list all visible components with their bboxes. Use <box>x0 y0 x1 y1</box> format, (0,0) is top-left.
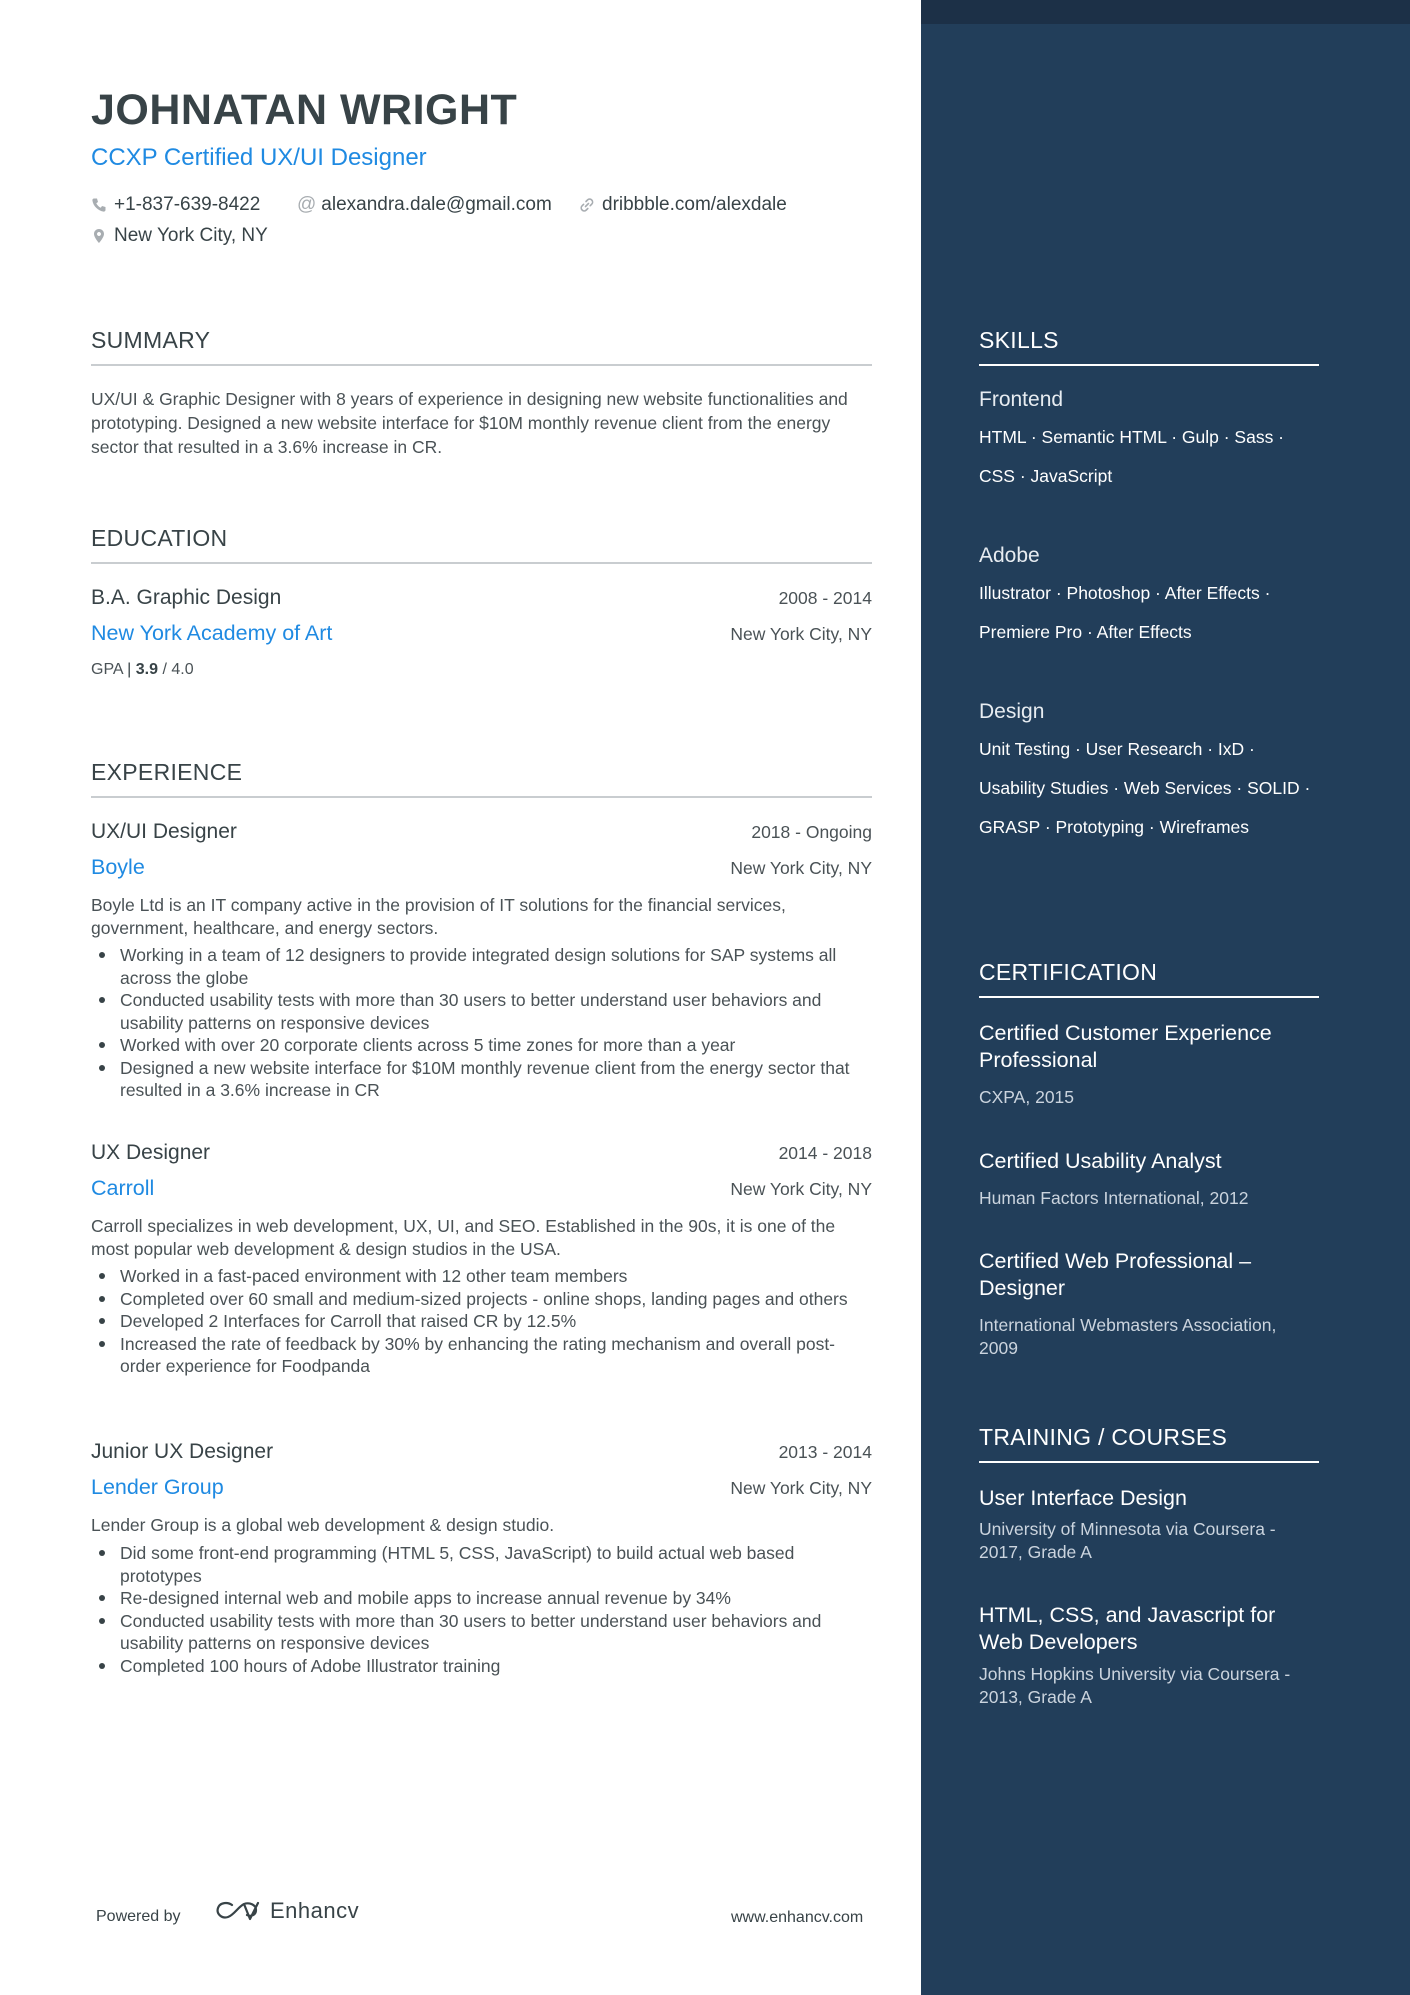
job-1-row-2 <box>91 855 872 880</box>
phone-icon <box>91 197 107 213</box>
gpa-label: GPA <box>91 661 123 678</box>
candidate-name: JOHNATAN WRIGHT <box>91 86 518 134</box>
training-heading: TRAINING / COURSES <box>979 1424 1319 1463</box>
course-title: User Interface Design <box>979 1486 1187 1510</box>
skill-group-design-list: Unit Testing · User Research · IxD · Usability Studies · Web Services · SOLID · GRASP · Prototyping · Wireframes <box>979 739 1311 837</box>
powered-by-label: Powered by <box>96 1908 181 1925</box>
cert-meta: CXPA, 2015 <box>979 1087 1075 1107</box>
job-2-row-2 <box>91 1176 872 1201</box>
list-item: Completed 100 hours of Adobe Illustrator training <box>91 1655 872 1678</box>
at-icon: @ <box>297 194 317 215</box>
list-item: Increased the rate of feedback by 30% by enhancing the rating mechanism and overall post-order experience for Foodpanda <box>91 1333 872 1378</box>
cert-meta: Human Factors International, 2012 <box>979 1188 1249 1208</box>
email-text: alexandra.dale@gmail.com <box>321 194 552 215</box>
contact-location <box>91 225 268 247</box>
list-item: Worked in a fast-paced environment with 12 other team members <box>91 1265 872 1288</box>
job-dates: 2014 - 2018 <box>778 1143 872 1163</box>
education-heading: EDUCATION <box>91 525 872 564</box>
footer-url[interactable]: www.enhancv.com <box>731 1909 864 1926</box>
job-company: Carroll <box>91 1176 155 1200</box>
list-item: Did some front-end programming (HTML 5, CSS, JavaScript) to build actual web based prototypes <box>91 1542 872 1587</box>
job-2-row-1 <box>91 1141 872 1165</box>
skills-heading: SKILLS <box>979 327 1319 366</box>
education-row-2 <box>91 621 872 646</box>
enhancv-logo-text: Enhancv <box>270 1898 360 1923</box>
job-location: New York City, NY <box>730 1478 872 1498</box>
job-role: UX/UI Designer <box>91 820 237 843</box>
list-item: Re-designed internal web and mobile apps to increase annual revenue by 34% <box>91 1587 872 1610</box>
contact-email[interactable] <box>297 194 552 216</box>
enhancv-logo-icon <box>214 1899 262 1923</box>
job-description: Boyle Ltd is an IT company active in the provision of IT solutions for the financial services, government, healthcare, and energy sectors. <box>91 895 786 938</box>
course-meta: Johns Hopkins University via Coursera - 2013, Grade A <box>979 1664 1291 1707</box>
job-1-bullets <box>91 944 872 1102</box>
location-text: New York City, NY <box>114 225 268 246</box>
certification-heading: CERTIFICATION <box>979 959 1319 998</box>
link-icon <box>579 197 595 213</box>
job-dates: 2013 - 2014 <box>778 1442 872 1462</box>
job-location: New York City, NY <box>730 858 872 878</box>
job-role: UX Designer <box>91 1141 211 1164</box>
candidate-title: CCXP Certified UX/UI Designer <box>91 144 427 171</box>
summary-heading: SUMMARY <box>91 327 872 366</box>
job-dates: 2018 - Ongoing <box>751 822 872 842</box>
cert-title: Certified Customer Experience Professional <box>979 1021 1272 1072</box>
education-row-1 <box>91 586 872 610</box>
sidebar-top-bar <box>921 0 1410 24</box>
website-text: dribbble.com/alexdale <box>602 194 787 215</box>
contact-phone[interactable] <box>91 194 260 216</box>
skill-group-frontend-list: HTML · Semantic HTML · Gulp · Sass · CSS · JavaScript <box>979 427 1285 486</box>
gpa-value: 3.9 <box>135 661 159 678</box>
job-1-row-1 <box>91 820 872 844</box>
education-location: New York City, NY <box>730 624 872 644</box>
cert-title: Certified Usability Analyst <box>979 1149 1222 1173</box>
enhancv-logo[interactable] <box>214 1898 359 1924</box>
job-role: Junior UX Designer <box>91 1440 274 1463</box>
skill-group-adobe-title: Adobe <box>979 544 1040 567</box>
skill-group-frontend-title: Frontend <box>979 388 1064 411</box>
job-company: Lender Group <box>91 1475 224 1499</box>
school-name: New York Academy of Art <box>91 621 333 645</box>
degree: B.A. Graphic Design <box>91 586 282 609</box>
list-item: Conducted usability tests with more than 30 users to better understand user behaviors and usability patterns on responsive devices <box>91 1610 872 1655</box>
skill-group-adobe-list: Illustrator · Photoshop · After Effects · Premiere Pro · After Effects <box>979 583 1271 642</box>
course-title: HTML, CSS, and Javascript for Web Developers <box>979 1603 1276 1654</box>
list-item: Worked with over 20 corporate clients across 5 time zones for more than a year <box>91 1034 872 1057</box>
experience-heading: EXPERIENCE <box>91 759 872 798</box>
course-meta: University of Minnesota via Coursera - 2017, Grade A <box>979 1519 1276 1562</box>
list-item: Working in a team of 12 designers to provide integrated design solutions for SAP systems all across the globe <box>91 944 872 989</box>
job-description: Lender Group is a global web development & design studio. <box>91 1515 555 1535</box>
list-item: Completed over 60 small and medium-sized projects - online shops, landing pages and others <box>91 1288 872 1311</box>
skill-group-design-title: Design <box>979 700 1045 723</box>
cert-meta: International Webmasters Association, 2009 <box>979 1315 1277 1358</box>
job-company: Boyle <box>91 855 145 879</box>
contact-website[interactable] <box>579 194 787 216</box>
location-pin-icon <box>91 228 107 244</box>
job-3-row-2 <box>91 1475 872 1500</box>
gpa-divider: | <box>127 661 132 678</box>
education-dates: 2008 - 2014 <box>778 588 872 608</box>
summary-text: UX/UI & Graphic Designer with 8 years of experience in designing new website functionalities and prototyping. Designed a new website interface for $10M monthly revenue client from the energy sector that resulted in a 3.6% increase in CR. <box>91 389 848 457</box>
gpa <box>91 661 194 679</box>
job-description: Carroll specializes in web development, UX, UI, and SEO. Established in the 90s, it is one of the most popular web development & design studios in the USA. <box>91 1216 836 1259</box>
list-item: Conducted usability tests with more than 30 users to better understand user behaviors and usability patterns on responsive devices <box>91 989 872 1034</box>
job-location: New York City, NY <box>730 1179 872 1199</box>
job-2-bullets <box>91 1265 872 1378</box>
list-item: Developed 2 Interfaces for Carroll that raised CR by 12.5% <box>91 1310 872 1333</box>
job-3-bullets <box>91 1542 872 1677</box>
gpa-max: / 4.0 <box>162 661 194 678</box>
job-3-row-1 <box>91 1440 872 1464</box>
phone-text: +1-837-639-8422 <box>114 194 261 215</box>
list-item: Designed a new website interface for $10M monthly revenue client from the energy sector that resulted in a 3.6% increase in CR <box>91 1057 872 1102</box>
cert-title: Certified Web Professional – Designer <box>979 1249 1252 1300</box>
